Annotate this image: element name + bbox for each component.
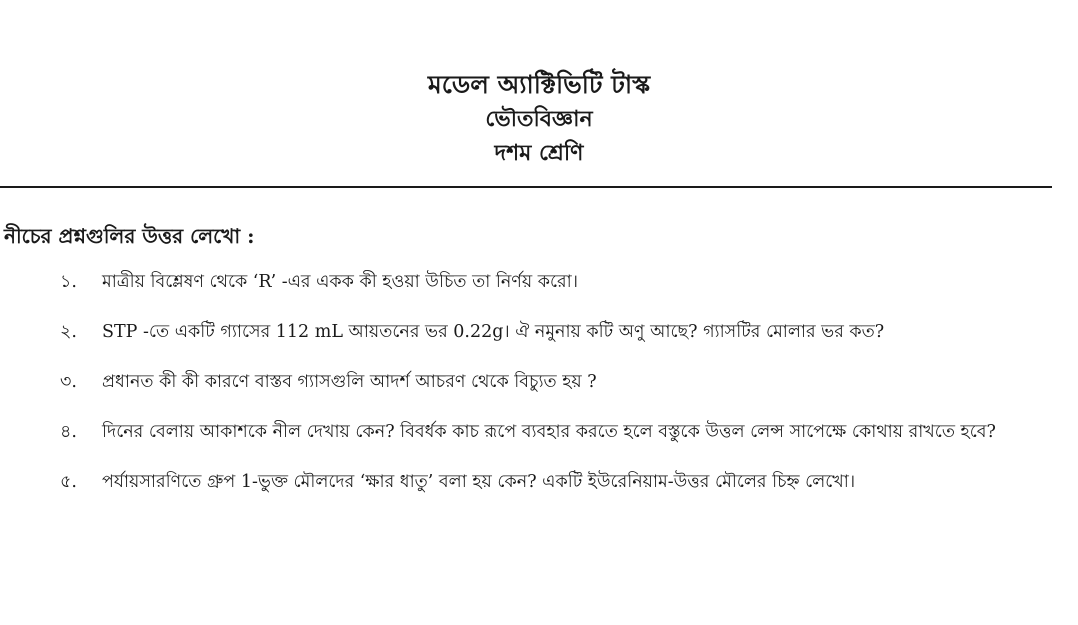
question-number: ৩. <box>60 372 77 392</box>
class-heading: দশম শ্রেণি <box>494 140 584 166</box>
question-number: ৫. <box>60 472 77 492</box>
header-divider <box>0 186 1052 188</box>
question-list <box>60 268 1045 518</box>
question-item <box>60 468 1045 496</box>
question-text: মাত্রীয় বিশ্লেষণ থেকে ‘R’ -এর একক কী হওয়া উচিত তা নির্ণয় করো। <box>102 272 578 292</box>
subject-heading: ভৌতবিজ্ঞান <box>485 106 593 132</box>
question-text: দিনের বেলায় আকাশকে নীল দেখায় কেন? বিবর্ধক কাচ রূপে ব্যবহার করতে হলে বস্তুকে উত্তল লেন্স সাপেক্ষে কোথায় রাখতে হবে? <box>102 422 996 442</box>
question-item <box>60 368 1045 396</box>
question-text: STP -তে একটি গ্যাসের 112 mL আয়তনের ভর 0.22g। ঐ নমুনায় কটি অণু আছে? গ্যাসটির মোলার ভর কত? <box>102 322 885 342</box>
question-number: ২. <box>60 322 77 342</box>
question-text: পর্যায়সারণিতে গ্রুপ 1-ভুক্ত মৌলদের ‘ক্ষার ধাতু’ বলা হয় কেন? একটি ইউরেনিয়াম-উত্তর মৌলের চিহ্ন লেখো। <box>102 472 856 492</box>
question-item <box>60 268 1045 296</box>
document-header <box>0 68 1078 170</box>
question-item <box>60 318 1045 346</box>
question-text: প্রধানত কী কী কারণে বাস্তব গ্যাসগুলি আদর্শ আচরণ থেকে বিচ্যুত হয় ? <box>102 372 597 392</box>
question-number: ৪. <box>60 422 77 442</box>
instruction-text: নীচের প্রশ্নগুলির উত্তর লেখো : <box>4 224 255 248</box>
question-item <box>60 418 1045 446</box>
question-number: ১. <box>60 272 77 292</box>
document-title: মডেল অ্যাক্টিভিটি টাস্ক <box>427 70 651 99</box>
